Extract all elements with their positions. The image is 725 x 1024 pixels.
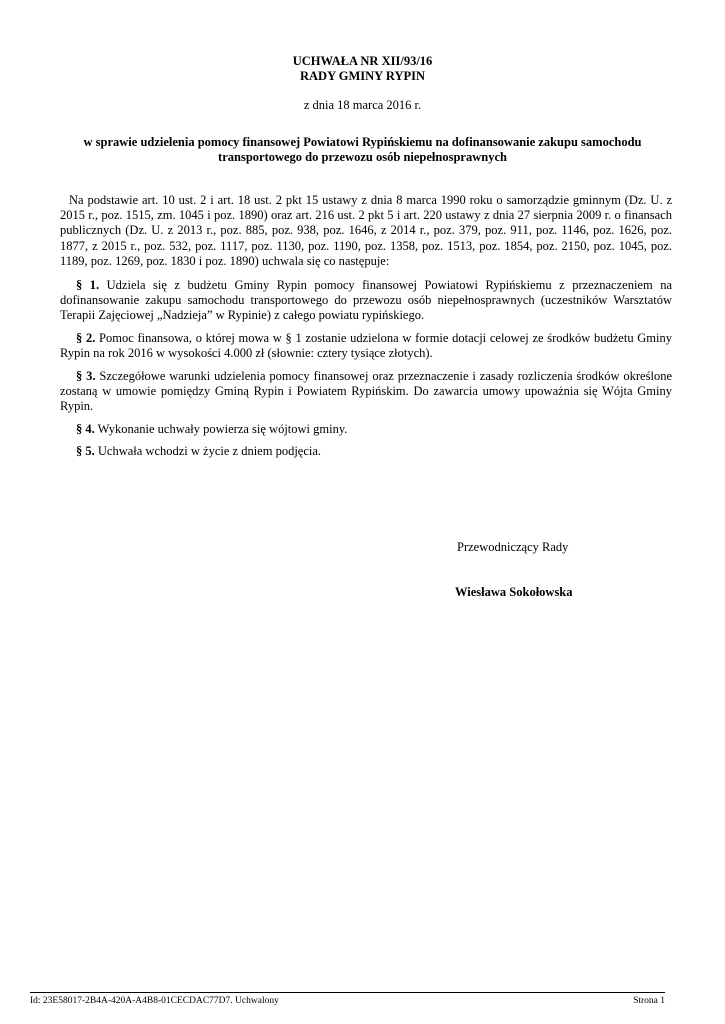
council-name-title: RADY GMINY RYPIN [299, 69, 425, 83]
section-5-number: § 5. [76, 444, 95, 458]
section-4-number: § 4. [76, 422, 95, 436]
resolution-date: z dnia 18 marca 2016 r. [303, 98, 422, 112]
section-4-text: Wykonanie uchwały powierza się wójtowi gminy. [94, 422, 348, 436]
section-2-number: § 2. [76, 331, 96, 345]
signatory-name: Wiesława Sokołowska [455, 585, 573, 599]
section-3-text: Szczegółowe warunki udzielenia pomocy finansowej oraz przeznaczenie i zasady rozliczenia środków określone zostaną w umowie pomiędzy Gminą Rypin i Powiatem Rypińskim. Do zawarcia umowy upoważnia się Wójta Gminy Rypin. [60, 369, 672, 414]
section-2-text: Pomoc finansowa, o której mowa w § 1 zostanie udzielona w formie dotacji celowej ze środków budżetu Gminy Rypin na rok 2016 w wysokości 4.000 zł (słownie: cztery tysiące złotych). [60, 331, 673, 361]
resolution-subject: w sprawie udzielenia pomocy finansowej Powiatowi Rypińskiemu na dofinansowanie zakupu samochodu transportowego do przewozu osób niepełnosprawnych [83, 135, 642, 164]
section-1-number: § 1. [76, 278, 100, 292]
resolution-number-title: UCHWAŁA NR XII/93/16 [292, 54, 433, 68]
section-1-paragraph [60, 278, 672, 324]
document-id-footer: Id: 23E58017-2B4A-420A-A4B8-01CECDAC77D7. Uchwalony [30, 996, 279, 1006]
legal-basis-paragraph: Na podstawie art. 10 ust. 2 i art. 18 ust. 2 pkt 15 ustawy z dnia 8 marca 1990 roku o samorządzie gminnym (Dz. U. z 2015 r., poz. 1515, zm. 1045 i poz. 1890) oraz art. 216 ust. 2 pkt 5 i art. 220 ustawy z dnia 27 sierpnia 2009 r. o finansach publicznych (Dz. U. z 2013 r., poz. 885, poz. 938, poz. 1646, z 2014 r., poz. 379, poz. 911, poz. 1146, poz. 1626, poz. 1877, z 2015 r., poz. 532, poz. 1117, poz. 1130, poz. 1190, poz. 1358, poz. 1513, poz. 1854, poz. 2150, poz. 1045, poz. 1189, poz. 1269, poz. 1830 i poz. 1890) uchwala się co następuje: [60, 193, 672, 268]
section-5-text: Uchwała wchodzi w życie z dniem podjęcia. [94, 444, 322, 458]
section-1-text: Udziela się z budżetu Gminy Rypin pomocy finansowej Powiatowi Rypińskiemu z przeznaczeniem na dofinansowanie zakupu samochodu transportowego do przewozu osób niepełnosprawnych (uczestników Warsztatów Terapii Zajęciowej „Nadzieja” w Rypinie) z całego powiatu rypińskiego. [60, 278, 672, 323]
section-5-paragraph [60, 444, 672, 459]
section-4-paragraph [60, 422, 672, 437]
footer-divider [30, 992, 665, 993]
section-3-paragraph [60, 369, 672, 415]
signatory-role: Przewodniczący Rady [457, 540, 569, 554]
page-number: Strona 1 [633, 996, 665, 1006]
section-3-number: § 3. [76, 369, 96, 383]
section-2-paragraph [60, 331, 672, 361]
